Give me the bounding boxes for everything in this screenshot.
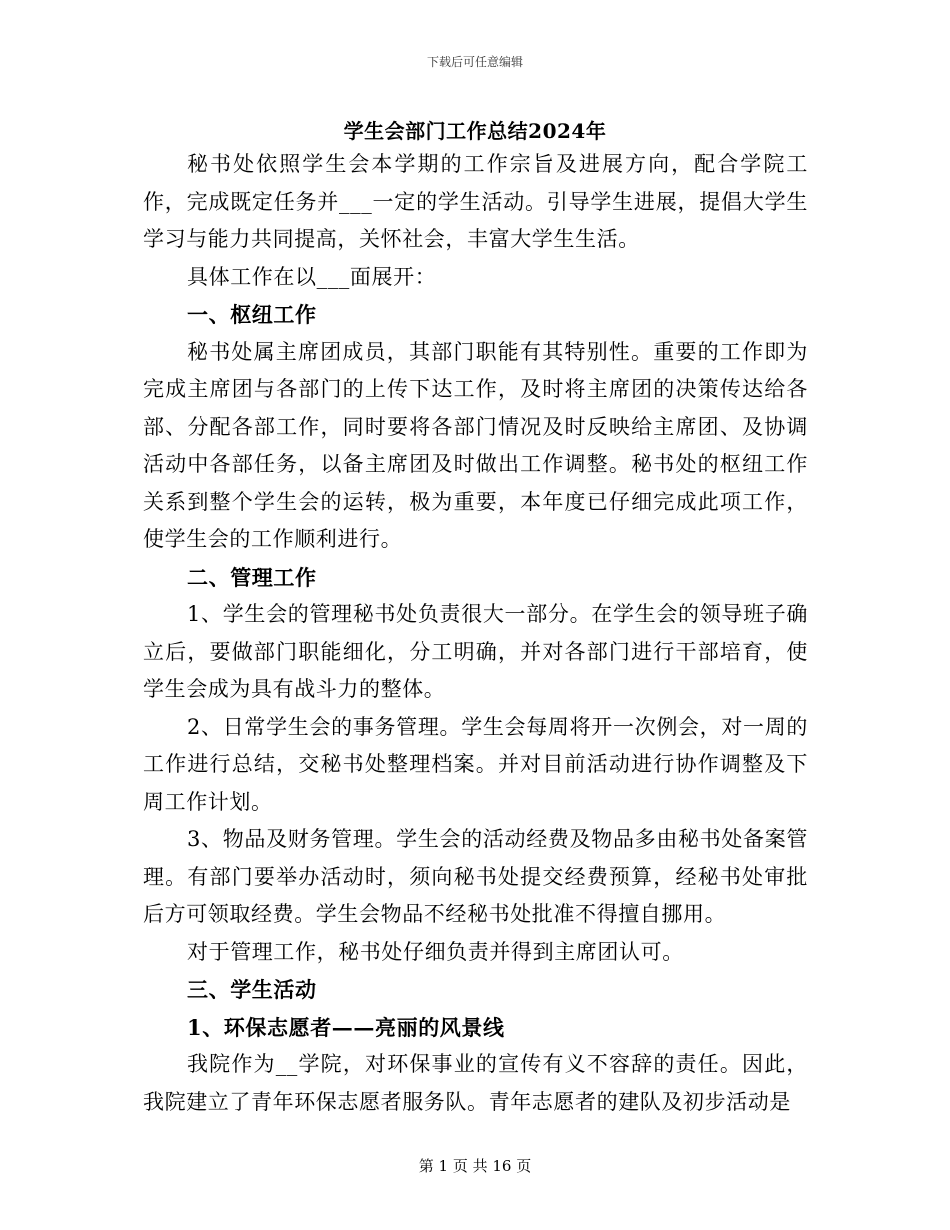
subsection-heading-environment-volunteers: 1、环保志愿者——亮丽的风景线 bbox=[187, 1014, 505, 1040]
document-title: 学生会部门工作总结2024年 bbox=[343, 119, 607, 143]
paragraph-environment-volunteers: 我院作为__学院，对环保事业的宣传有义不容辞的责任。因此，我院建立了青年环保志愿者服务队。青年志愿者的建队及初步活动是 bbox=[143, 1052, 808, 1114]
paragraph-management-1: 1、学生会的管理秘书处负责很大一部分。在学生会的领导班子确立后，要做部门职能细化，分工明确，并对各部门进行干部培育，使学生会成为具有战斗力的整体。 bbox=[143, 602, 808, 701]
paragraph-intro: 秘书处依照学生会本学期的工作宗旨及进展方向，配合学院工作，完成既定任务并___一定的学生活动。引导学生进展，提倡大学生学习与能力共同提高，关怀社会，丰富大学生生活。 bbox=[143, 152, 808, 251]
page-header-note: 下载后可任意编辑 bbox=[426, 55, 523, 69]
paragraph-scope: 具体工作在以___面展开： bbox=[187, 264, 437, 289]
section-heading-management: 二、管理工作 bbox=[187, 564, 317, 590]
paragraph-management-2: 2、日常学生会的事务管理。学生会每周将开一次例会，对一周的工作进行总结，交秘书处整理档案。并对目前活动进行协作调整及下周工作计划。 bbox=[143, 714, 808, 814]
page-number-footer: 第 1 页 共 16 页 bbox=[418, 1157, 532, 1175]
document-body bbox=[143, 146, 808, 1121]
section-heading-hub-work: 一、枢纽工作 bbox=[187, 302, 317, 327]
section-heading-student-activities: 三、学生活动 bbox=[187, 977, 317, 1002]
paragraph-hub-work: 秘书处属主席团成员，其部门职能有其特别性。重要的工作即为完成主席团与各部门的上传下达工作，及时将主席团的决策传达给各部、分配各部工作，同时要将各部门情况及时反映给主席团、及协调活动中各部任务，以备主席团及时做出工作调整。秘书处的枢纽工作关系到整个学生会的运转，极为重要，本年度已仔细完成此项工作，使学生会的工作顺利进行。 bbox=[143, 339, 808, 551]
paragraph-management-3: 3、物品及财务管理。学生会的活动经费及物品多由秘书处备案管理。有部门要举办活动时，须向秘书处提交经费预算，经秘书处审批后方可领取经费。学生会物品不经秘书处批准不得擅自挪用。 bbox=[143, 827, 808, 926]
paragraph-management-summary: 对于管理工作，秘书处仔细负责并得到主席团认可。 bbox=[187, 939, 684, 964]
